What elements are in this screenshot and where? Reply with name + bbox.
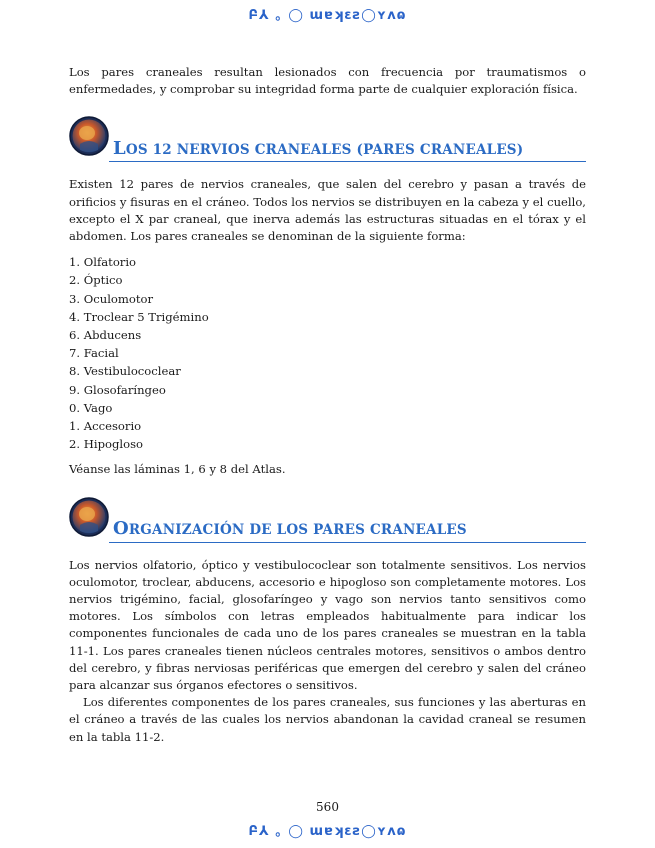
heading-rule bbox=[109, 542, 586, 543]
section-title bbox=[113, 140, 586, 159]
list-item: 7. Facial bbox=[69, 346, 119, 361]
head-emblem-icon bbox=[69, 497, 109, 537]
list-item: 2. Óptico bbox=[69, 273, 123, 288]
atlas-reference: Véanse las láminas 1, 6 y 8 del Atlas. bbox=[69, 462, 286, 477]
section2-paragraph-2: Los diferentes componentes de los pares craneales, sus funciones y las aberturas en el cráneo a través de las cuales los nervios abandonan la cavidad craneal se resumen en la tabla 11-2. bbox=[69, 695, 586, 744]
title-initial: L bbox=[113, 138, 126, 160]
list-item: 6. Abducens bbox=[69, 328, 142, 343]
section2-paragraph-1: Los nervios olfatorio, óptico y vestibulococlear son totalmente sensitivos. Los nervios oculomotor, troclear, abducens, accesorio e hipogloso son completamente motores. Los nervios trigémino, facial, glosofaríngeo y vago son nervios tanto sensitivos como motores. Los símbolos con letras empleados habitualmente para indicar los componentes funcionales de cada uno de los pares craneales se muestran en la tabla 11-1. Los pares craneales tienen núcleos centrales motores, sensitivos o ambos dentro del cerebro, y fibras nerviosas periféricas que emergen del cerebro y salen del cráneo para alcanzar sus órganos efectores o sensitivos. bbox=[69, 557, 586, 693]
section-heading-nervios bbox=[69, 116, 586, 162]
page-number: 560 bbox=[316, 800, 339, 814]
section-heading-organizacion bbox=[69, 497, 586, 543]
list-item: 1. Accesorio bbox=[69, 419, 142, 434]
list-item: 0. Vago bbox=[69, 400, 113, 415]
list-item: 8. Vestibulococlear bbox=[69, 364, 181, 379]
title-rest: OS 12 NERVIOS CRANEALES (PARES CRANEALES) bbox=[125, 142, 524, 159]
section1-paragraph: Existen 12 pares de nervios craneales, que salen del cerebro y pasan a través de orificios y fisuras en el cráneo. Todos los nervios se distribuyen en la cabeza y el cuello, excepto el X par craneal, que inerva además las estructuras situadas en el tórax y el abdomen. Los pares craneales se denominan de la siguiente forma: bbox=[69, 177, 586, 244]
watermark-top: Բ⅄ ｡ ◯ ɯɐʞɛƨ◯ʏʌɷ bbox=[248, 8, 407, 23]
section-title bbox=[113, 520, 586, 539]
title-rest: RGANIZACIÓN DE LOS PARES CRANEALES bbox=[128, 522, 467, 539]
heading-rule bbox=[109, 161, 586, 162]
title-initial: O bbox=[113, 518, 129, 540]
list-item: 9. Glosofaríngeo bbox=[69, 382, 166, 397]
watermark-bottom: Բ⅄ ｡ ◯ ɯɐʞɛƨ◯ʏʌɷ bbox=[248, 824, 407, 839]
list-item: 4. Troclear 5 Trigémino bbox=[69, 309, 209, 324]
head-emblem-icon bbox=[69, 116, 109, 156]
list-item: 2. Hipogloso bbox=[69, 437, 144, 452]
list-item: 1. Olfatorio bbox=[69, 255, 137, 270]
page-content bbox=[69, 64, 586, 746]
nerve-list bbox=[69, 253, 586, 453]
list-item: 3. Oculomotor bbox=[69, 291, 154, 306]
intro-paragraph: Los pares craneales resultan lesionados con frecuencia por traumatismos o enfermedades, y comprobar su integridad forma parte de cualquier exploración física. bbox=[69, 65, 586, 97]
